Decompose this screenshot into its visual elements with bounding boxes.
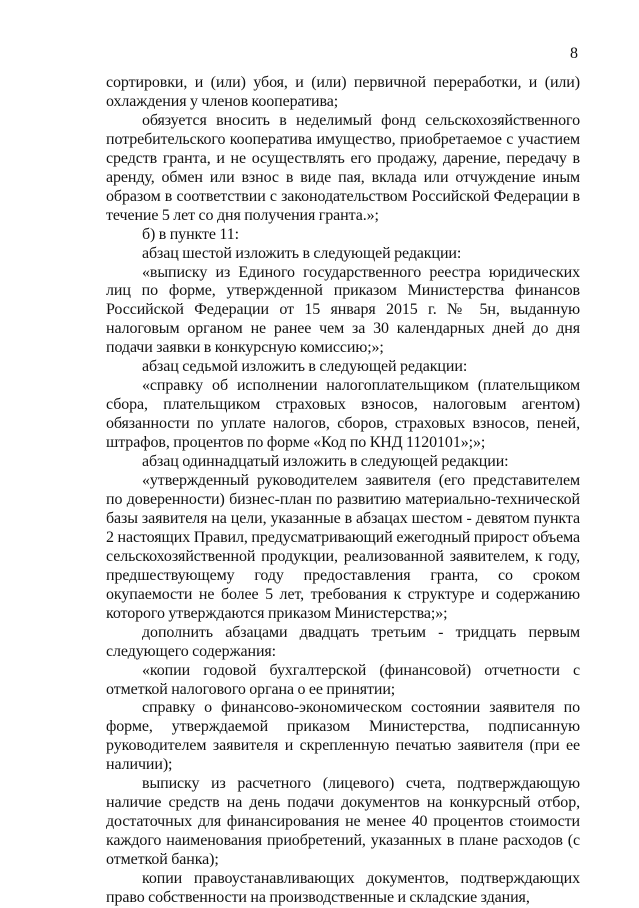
paragraph: «утвержденный руководителем заявителя (его представителем по доверенности) бизнес-план по развитию материально-технической базы заявителя на цели, указанные в абзацах шестом - девятом пункта 2 настоящих Правил, предусматривающий ежегодный прирост объема сельскохозяйственной продукции, реализованной заявителем, к году, предшествующему году предоставления гранта, со сроком окупаемости не более 5 лет, требования к структуре и содержанию которого утверждаются приказом Министерства;»; [106, 472, 580, 622]
document-body [106, 74, 580, 908]
paragraph: дополнить абзацами двадцать третьим - тридцать первым следующего содержания: [106, 623, 580, 660]
paragraph: абзац шестой изложить в следующей редакции: [142, 244, 462, 262]
paragraph: «копии годовой бухгалтерской (финансовой) отчетности с отметкой налогового органа о ее принятии; [106, 661, 580, 698]
paragraph: «справку об исполнении налогоплательщиком (плательщиком сбора, плательщиком страховых взносов, налоговым агентом) обязанности по уплате налогов, сборов, страховых взносов, пеней, штрафов, процентов по форме «Код по КНД 1120101»;»; [106, 377, 580, 452]
page-number: 8 [570, 45, 578, 62]
paragraph: копии правоустанавливающих документов, подтверждающих право собственности на производственные и складские здания, [106, 870, 580, 906]
paragraph: абзац одиннадцатый изложить в следующей редакции: [142, 453, 509, 471]
paragraph: справку о финансово-экономическом состоянии заявителя по форме, утверждаемой приказом Министерства, подписанную руководителем заявителя и скрепленную печатью заявителя (при ее наличии); [106, 699, 580, 774]
paragraph: сортировки, и (или) убоя, и (или) первичной переработки, и (или) охлаждения у членов кооператива; [106, 74, 580, 110]
paragraph: обязуется вносить в неделимый фонд сельскохозяйственного потребительского кооператива имущество, приобретаемое с участием средств гранта, и не осуществлять его продажу, дарение, передачу в аренду, обмен или взнос в виде пая, вклада или отчуждение иным образом в соответствии с законодательством Российской Федерации в течение 5 лет со дня получения гранта.»; [106, 111, 580, 224]
paragraph: б) в пункте 11: [142, 225, 239, 243]
paragraph: «выписку из Единого государственного реестра юридических лиц по форме, утвержденной приказом Министерства финансов Российской Федерации от 15 января 2015 г. № 5н, выданную налоговым органом не ранее чем за 30 календарных дней до дня подачи заявки в конкурсную комиссию;»; [106, 263, 580, 357]
paragraph: выписку из расчетного (лицевого) счета, подтверждающую наличие средств на день подачи документов на конкурсный отбор, достаточных для финансирования не менее 40 процентов стоимости каждого наименования приобретений, указанных в плане расходов (с отметкой банка); [106, 775, 580, 869]
paragraph: абзац седьмой изложить в следующей редакции: [142, 358, 468, 376]
